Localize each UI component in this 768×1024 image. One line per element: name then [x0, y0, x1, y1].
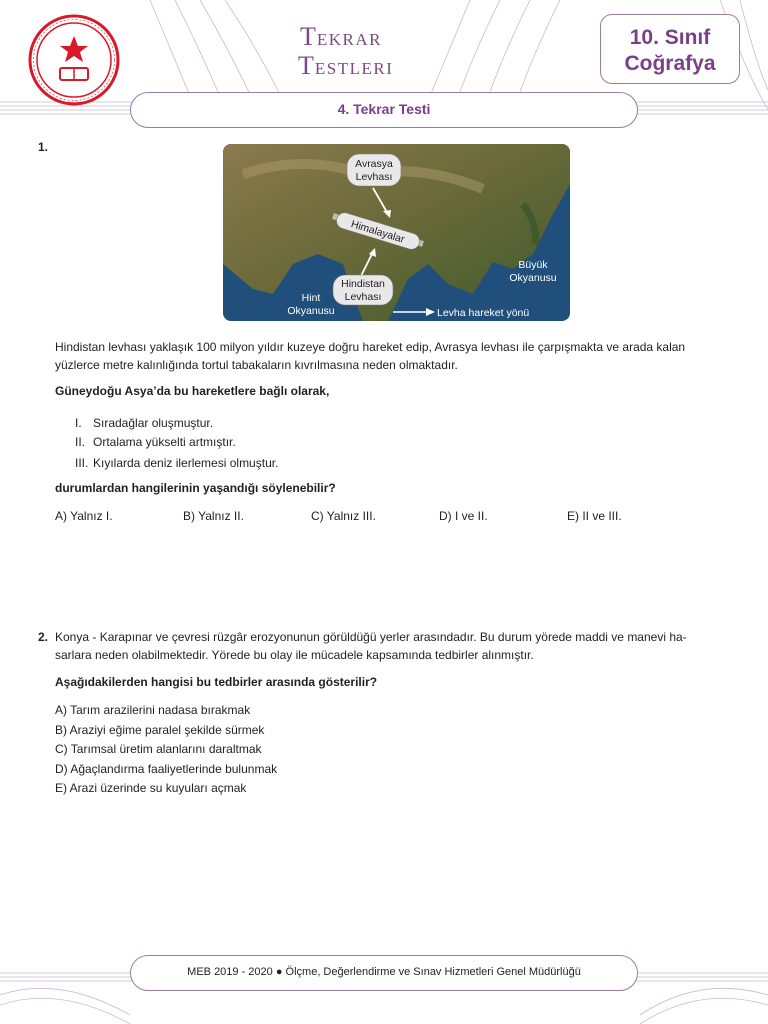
q2-option-c[interactable]: C) Tarımsal üretim alanlarını daraltmak — [55, 742, 262, 756]
q1-option-b[interactable]: B) Yalnız II. — [183, 509, 244, 523]
asia-plate-map — [223, 144, 570, 321]
map-label-eurasia-1: Avrasya — [355, 158, 393, 170]
brand-line1-rest: EKRAR — [316, 30, 383, 49]
grade-subject-box — [600, 14, 740, 84]
question-1-stem: Güneydoğu Asya’da bu hareketlere bağlı olarak, — [55, 384, 330, 398]
question-2-prompt: Aşağıdakilerden hangisi bu tedbirler arasında gösterilir? — [55, 675, 378, 689]
q1-option-c[interactable]: C) Yalnız III. — [311, 509, 376, 523]
q2-option-a[interactable]: A) Tarım arazilerini nadasa bırakmak — [55, 703, 251, 717]
series-title — [270, 24, 430, 82]
test-title: 4. Tekrar Testi — [130, 92, 638, 128]
question-1-number: 1. — [38, 140, 49, 154]
map-label-india-2: Levhası — [344, 291, 382, 303]
statement-3 — [75, 456, 278, 470]
map-label-india-1: Hindistan — [341, 278, 385, 290]
q2-option-b[interactable]: B) Araziyi eğime paralel şekilde sürmek — [55, 723, 265, 737]
statement-1 — [75, 416, 213, 430]
q1-option-d[interactable]: D) I ve II. — [439, 509, 488, 523]
statement-3-text: Kıyılarda deniz ilerlemesi olmuştur. — [93, 456, 279, 470]
statement-2-text: Ortalama yükselti artmıştır. — [93, 435, 236, 449]
question-1-text — [55, 338, 735, 374]
statement-2 — [75, 435, 236, 449]
question-1-options — [55, 509, 695, 525]
question-2-text-line2: sarlara neden olabilmektedir. Yörede bu olay ile mücadele kapsamında tedbirler alınmıştır. — [55, 648, 534, 662]
map-label-indian-ocean-2: Okyanusu — [287, 305, 335, 317]
statement-3-number: III. — [75, 456, 89, 470]
brand-line1-cap: T — [300, 22, 317, 51]
q2-option-e[interactable]: E) Arazi üzerinde su kuyuları açmak — [55, 781, 247, 795]
map-label-pacific-1: Büyük — [518, 259, 548, 271]
question-2-text — [55, 628, 735, 664]
map-label-pacific-2: Okyanusu — [509, 272, 557, 284]
map-label-eurasia-2: Levhası — [355, 171, 393, 183]
statement-1-number: I. — [75, 416, 82, 430]
question-1-text-line1: Hindistan levhası yaklaşık 100 milyon yıldır kuzeye doğru hareket edip, Avrasya levhası ile çarpışmakta ve arada kalan — [55, 340, 686, 354]
brand-line2-rest: ESTLERI — [314, 59, 394, 78]
question-2-text-line1: Konya - Karapınar ve çevresi rüzgâr erozyonunun görüldüğü yerler arasındadır. Bu durum yörede maddi ve manevi ha- — [55, 630, 687, 644]
question-1-prompt: durumlardan hangilerinin yaşandığı söylenebilir? — [55, 481, 336, 495]
question-2-number: 2. — [38, 630, 49, 644]
grade-label: 10. Sınıf — [629, 26, 711, 49]
q1-option-a[interactable]: A) Yalnız I. — [55, 509, 113, 523]
question-1-text-line2: yüzlerce metre kalınlığında tortul tabakaların kıvrılmasına neden olmaktadır. — [55, 358, 458, 372]
brand-line2-cap: T — [298, 51, 315, 80]
map-label-direction: Levha hareket yönü — [437, 307, 530, 319]
statement-1-text: Sıradağlar oluşmuştur. — [93, 416, 214, 430]
q1-option-e[interactable]: E) II ve III. — [567, 509, 622, 523]
statement-2-number: II. — [75, 435, 86, 449]
map-label-indian-ocean-1: Hint — [301, 292, 321, 304]
map-label-himalaya: Himalayalar — [349, 218, 406, 246]
ministry-seal-logo — [28, 14, 120, 106]
q2-option-d[interactable]: D) Ağaçlandırma faaliyetlerinde bulunmak — [55, 762, 278, 776]
subject-label: Coğrafya — [624, 52, 716, 75]
footer-text: MEB 2019 - 2020 ● Ölçme, Değerlendirme ve Sınav Hizmetleri Genel Müdürlüğü — [130, 955, 638, 991]
